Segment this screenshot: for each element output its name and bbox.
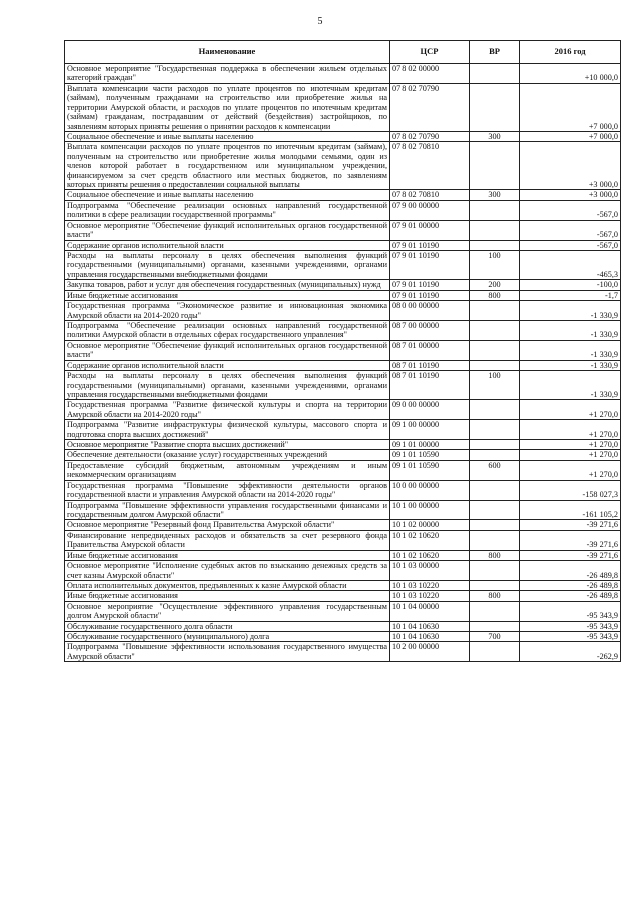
- table-row: [65, 450, 621, 460]
- table-row: [65, 591, 621, 601]
- table-row: [65, 280, 621, 290]
- row-vr: 800: [470, 591, 520, 601]
- row-csr: 09 1 00 00000: [390, 420, 470, 440]
- table-row: [65, 200, 621, 220]
- row-csr: 07 8 02 70790: [390, 131, 470, 141]
- table-row: [65, 64, 621, 84]
- table-row: [65, 480, 621, 500]
- row-name: Содержание органов исполнительной власти: [65, 360, 390, 370]
- row-csr: 10 1 04 10630: [390, 632, 470, 642]
- row-vr: [470, 420, 520, 440]
- table-row: [65, 251, 621, 280]
- row-amount: +1 270,0: [520, 450, 621, 460]
- row-name: Подпрограмма "Повышение эффективности использования государственного имущества Амурской области": [65, 642, 390, 662]
- table-row: [65, 371, 621, 400]
- row-amount: -1,7: [520, 290, 621, 300]
- row-amount: -1 330,9: [520, 320, 621, 340]
- row-vr: [470, 142, 520, 190]
- row-amount: +1 270,0: [520, 400, 621, 420]
- row-vr: 100: [470, 251, 520, 280]
- row-name: Основное мероприятие "Резервный фонд Правительства Амурской области": [65, 520, 390, 530]
- row-vr: [470, 480, 520, 500]
- row-vr: [470, 621, 520, 631]
- row-name: Основное мероприятие "Осуществление эффективного управления государственным долгом Амурской области": [65, 601, 390, 621]
- row-amount: -95 343,9: [520, 621, 621, 631]
- row-amount: -95 343,9: [520, 632, 621, 642]
- row-vr: [470, 500, 520, 520]
- row-vr: [470, 580, 520, 590]
- row-csr: 07 9 01 00000: [390, 220, 470, 240]
- table-row: [65, 290, 621, 300]
- row-csr: 07 9 01 10190: [390, 251, 470, 280]
- row-amount: -95 343,9: [520, 601, 621, 621]
- row-name: Обслуживание государственного долга области: [65, 621, 390, 631]
- row-name: Иные бюджетные ассигнования: [65, 591, 390, 601]
- row-name: Основное мероприятие "Обеспечение функций исполнительных органов государственной власти": [65, 220, 390, 240]
- row-vr: 200: [470, 280, 520, 290]
- table-row: [65, 632, 621, 642]
- row-csr: 08 7 01 10190: [390, 371, 470, 400]
- table-row: [65, 500, 621, 520]
- row-amount: -567,0: [520, 220, 621, 240]
- table-body: [65, 64, 621, 662]
- row-name: Основное мероприятие "Развитие спорта высших достижений": [65, 440, 390, 450]
- row-amount: +1 270,0: [520, 440, 621, 450]
- header-name: Наименование: [65, 41, 390, 64]
- row-vr: 600: [470, 460, 520, 480]
- row-csr: 07 8 02 00000: [390, 64, 470, 84]
- budget-table: [64, 40, 621, 662]
- row-vr: [470, 601, 520, 621]
- row-name: Выплата компенсации расходов по уплате процентов по ипотечным кредитам (займам), полученным на строительство или приобретение жилья молодыми семьями, один из членов которой работает в государственном или муниципальном учреждении, финансируемом за счет средств областного или местных бюджетов, по заявлениям которых приняты решения о предоставлении социальной выплаты: [65, 142, 390, 190]
- row-name: Государственная программа "Развитие физической культуры и спорта на территории Амурской области на 2014-2020 годы": [65, 400, 390, 420]
- table-row: [65, 340, 621, 360]
- row-name: Расходы на выплаты персоналу в целях обеспечения выполнения функций государственными (муниципальными) органами, казенными учреждениями, органами управления государственными внебюджетными фондами: [65, 371, 390, 400]
- row-csr: 10 2 00 00000: [390, 642, 470, 662]
- table-row: [65, 240, 621, 250]
- table-row: [65, 190, 621, 200]
- table-row: [65, 400, 621, 420]
- table-row: [65, 131, 621, 141]
- row-name: Иные бюджетные ассигнования: [65, 290, 390, 300]
- row-amount: +7 000,0: [520, 83, 621, 131]
- row-name: Выплата компенсации части расходов по уплате процентов по ипотечным кредитам (займам), полученным гражданами на строительство или приобретение жилья на территории Амурской области, и расходов по уплате процентов по ипотечным кредитам (займам) гражданам, пострадавшим от действий (бездействия) застройщиков, по заявлениям которых приняты решения о принятии расходов к компенсации: [65, 83, 390, 131]
- row-name: Социальное обеспечение и иные выплаты населению: [65, 190, 390, 200]
- row-vr: [470, 200, 520, 220]
- row-csr: 09 1 01 00000: [390, 440, 470, 450]
- row-csr: 07 8 02 70810: [390, 142, 470, 190]
- row-csr: 07 9 01 10190: [390, 280, 470, 290]
- row-csr: 10 1 00 00000: [390, 500, 470, 520]
- row-amount: -26 489,8: [520, 561, 621, 581]
- row-amount: -39 271,6: [520, 520, 621, 530]
- row-csr: 10 1 02 10620: [390, 530, 470, 550]
- header-vr: ВР: [470, 41, 520, 64]
- row-name: Финансирование непредвиденных расходов и обязательств за счет резервного фонда Правительства Амурской области: [65, 530, 390, 550]
- row-name: Подпрограмма "Обеспечение реализации основных направлений государственной политики Амурской области в отдельных сферах государственного управления": [65, 320, 390, 340]
- row-name: Закупка товаров, работ и услуг для обеспечения государственных (муниципальных) нужд: [65, 280, 390, 290]
- row-vr: [470, 360, 520, 370]
- row-vr: [470, 440, 520, 450]
- row-vr: 300: [470, 190, 520, 200]
- row-amount: -158 027,3: [520, 480, 621, 500]
- table-row: [65, 142, 621, 190]
- row-csr: 07 8 02 70790: [390, 83, 470, 131]
- row-vr: [470, 301, 520, 321]
- table-row: [65, 320, 621, 340]
- row-vr: [470, 240, 520, 250]
- row-vr: [470, 561, 520, 581]
- row-csr: 09 1 01 10590: [390, 450, 470, 460]
- row-vr: 300: [470, 131, 520, 141]
- row-name: Социальное обеспечение и иные выплаты населению: [65, 131, 390, 141]
- row-csr: 07 9 01 10190: [390, 240, 470, 250]
- row-amount: -39 271,6: [520, 530, 621, 550]
- row-amount: -465,3: [520, 251, 621, 280]
- row-name: Содержание органов исполнительной власти: [65, 240, 390, 250]
- table-row: [65, 580, 621, 590]
- row-csr: 10 1 03 10220: [390, 591, 470, 601]
- row-csr: 10 1 03 10220: [390, 580, 470, 590]
- row-amount: +3 000,0: [520, 190, 621, 200]
- table-row: [65, 520, 621, 530]
- row-name: Основное мероприятие "Исполнение судебных актов по взысканию денежных средств за счет казны Амурской области": [65, 561, 390, 581]
- row-csr: 07 9 01 10190: [390, 290, 470, 300]
- table-row: [65, 301, 621, 321]
- row-amount: -1 330,9: [520, 340, 621, 360]
- header-csr: ЦСР: [390, 41, 470, 64]
- row-amount: -100,0: [520, 280, 621, 290]
- row-vr: 100: [470, 371, 520, 400]
- row-amount: -39 271,6: [520, 550, 621, 560]
- row-amount: +1 270,0: [520, 460, 621, 480]
- row-vr: [470, 83, 520, 131]
- row-amount: -26 489,8: [520, 580, 621, 590]
- row-name: Основное мероприятие "Государственная поддержка в обеспечении жильем отдельных категорий граждан": [65, 64, 390, 84]
- table-row: [65, 420, 621, 440]
- table-row: [65, 561, 621, 581]
- row-amount: -1 330,9: [520, 360, 621, 370]
- row-amount: +10 000,0: [520, 64, 621, 84]
- row-vr: [470, 64, 520, 84]
- table-header-row: [65, 41, 621, 64]
- row-csr: 10 1 02 00000: [390, 520, 470, 530]
- row-name: Расходы на выплаты персоналу в целях обеспечения выполнения функций государственными (муниципальными) органами, казенными учреждениями, органами управления государственными внебюджетными фондами: [65, 251, 390, 280]
- table-row: [65, 550, 621, 560]
- row-name: Оплата исполнительных документов, предъявленных к казне Амурской области: [65, 580, 390, 590]
- page-number: 5: [317, 16, 323, 27]
- table-row: [65, 83, 621, 131]
- row-vr: [470, 450, 520, 460]
- table-row: [65, 621, 621, 631]
- row-vr: [470, 520, 520, 530]
- row-vr: [470, 642, 520, 662]
- row-vr: [470, 530, 520, 550]
- row-vr: 800: [470, 550, 520, 560]
- row-vr: [470, 220, 520, 240]
- row-name: Подпрограмма "Развитие инфраструктуры физической культуры, массового спорта и подготовка спорта высших достижений": [65, 420, 390, 440]
- row-amount: +3 000,0: [520, 142, 621, 190]
- row-amount: -1 330,9: [520, 371, 621, 400]
- row-name: Обслуживание государственного (муниципального) долга: [65, 632, 390, 642]
- row-csr: 10 1 03 00000: [390, 561, 470, 581]
- row-name: Подпрограмма "Обеспечение реализации основных направлений государственной политики в сфере реализации государственной программы": [65, 200, 390, 220]
- row-csr: 10 1 04 00000: [390, 601, 470, 621]
- row-amount: -26 489,8: [520, 591, 621, 601]
- row-name: Подпрограмма "Повышение эффективности управления государственными финансами и государственным долгом Амурской области": [65, 500, 390, 520]
- row-csr: 08 0 00 00000: [390, 301, 470, 321]
- row-amount: +7 000,0: [520, 131, 621, 141]
- row-name: Обеспечение деятельности (оказание услуг) государственных учреждений: [65, 450, 390, 460]
- row-vr: [470, 340, 520, 360]
- table-row: [65, 642, 621, 662]
- row-name: Основное мероприятие "Обеспечение функций исполнительных органов государственной власти": [65, 340, 390, 360]
- row-name: Государственная программа "Повышение эффективности деятельности органов государственной власти и управления Амурской области на 2014-2020 годы": [65, 480, 390, 500]
- row-amount: -567,0: [520, 200, 621, 220]
- row-csr: 09 0 00 00000: [390, 400, 470, 420]
- header-year: 2016 год: [520, 41, 621, 64]
- table-row: [65, 440, 621, 450]
- table-row: [65, 530, 621, 550]
- row-csr: 07 8 02 70810: [390, 190, 470, 200]
- table-row: [65, 601, 621, 621]
- row-amount: -567,0: [520, 240, 621, 250]
- table-row: [65, 220, 621, 240]
- row-amount: +1 270,0: [520, 420, 621, 440]
- row-csr: 09 1 01 10590: [390, 460, 470, 480]
- row-csr: 10 0 00 00000: [390, 480, 470, 500]
- table-row: [65, 460, 621, 480]
- row-name: Предоставление субсидий бюджетным, автономным учреждениям и иным некоммерческим организациям: [65, 460, 390, 480]
- row-amount: -262,9: [520, 642, 621, 662]
- row-vr: [470, 400, 520, 420]
- row-csr: 07 9 00 00000: [390, 200, 470, 220]
- row-csr: 08 7 01 10190: [390, 360, 470, 370]
- row-amount: -1 330,9: [520, 301, 621, 321]
- row-name: Иные бюджетные ассигнования: [65, 550, 390, 560]
- row-csr: 08 7 01 00000: [390, 340, 470, 360]
- row-csr: 10 1 04 10630: [390, 621, 470, 631]
- table-row: [65, 360, 621, 370]
- row-vr: 800: [470, 290, 520, 300]
- row-csr: 08 7 00 00000: [390, 320, 470, 340]
- row-vr: 700: [470, 632, 520, 642]
- row-vr: [470, 320, 520, 340]
- row-name: Государственная программа "Экономическое развитие и инновационная экономика Амурской области на 2014-2020 годы": [65, 301, 390, 321]
- row-csr: 10 1 02 10620: [390, 550, 470, 560]
- row-amount: -161 105,2: [520, 500, 621, 520]
